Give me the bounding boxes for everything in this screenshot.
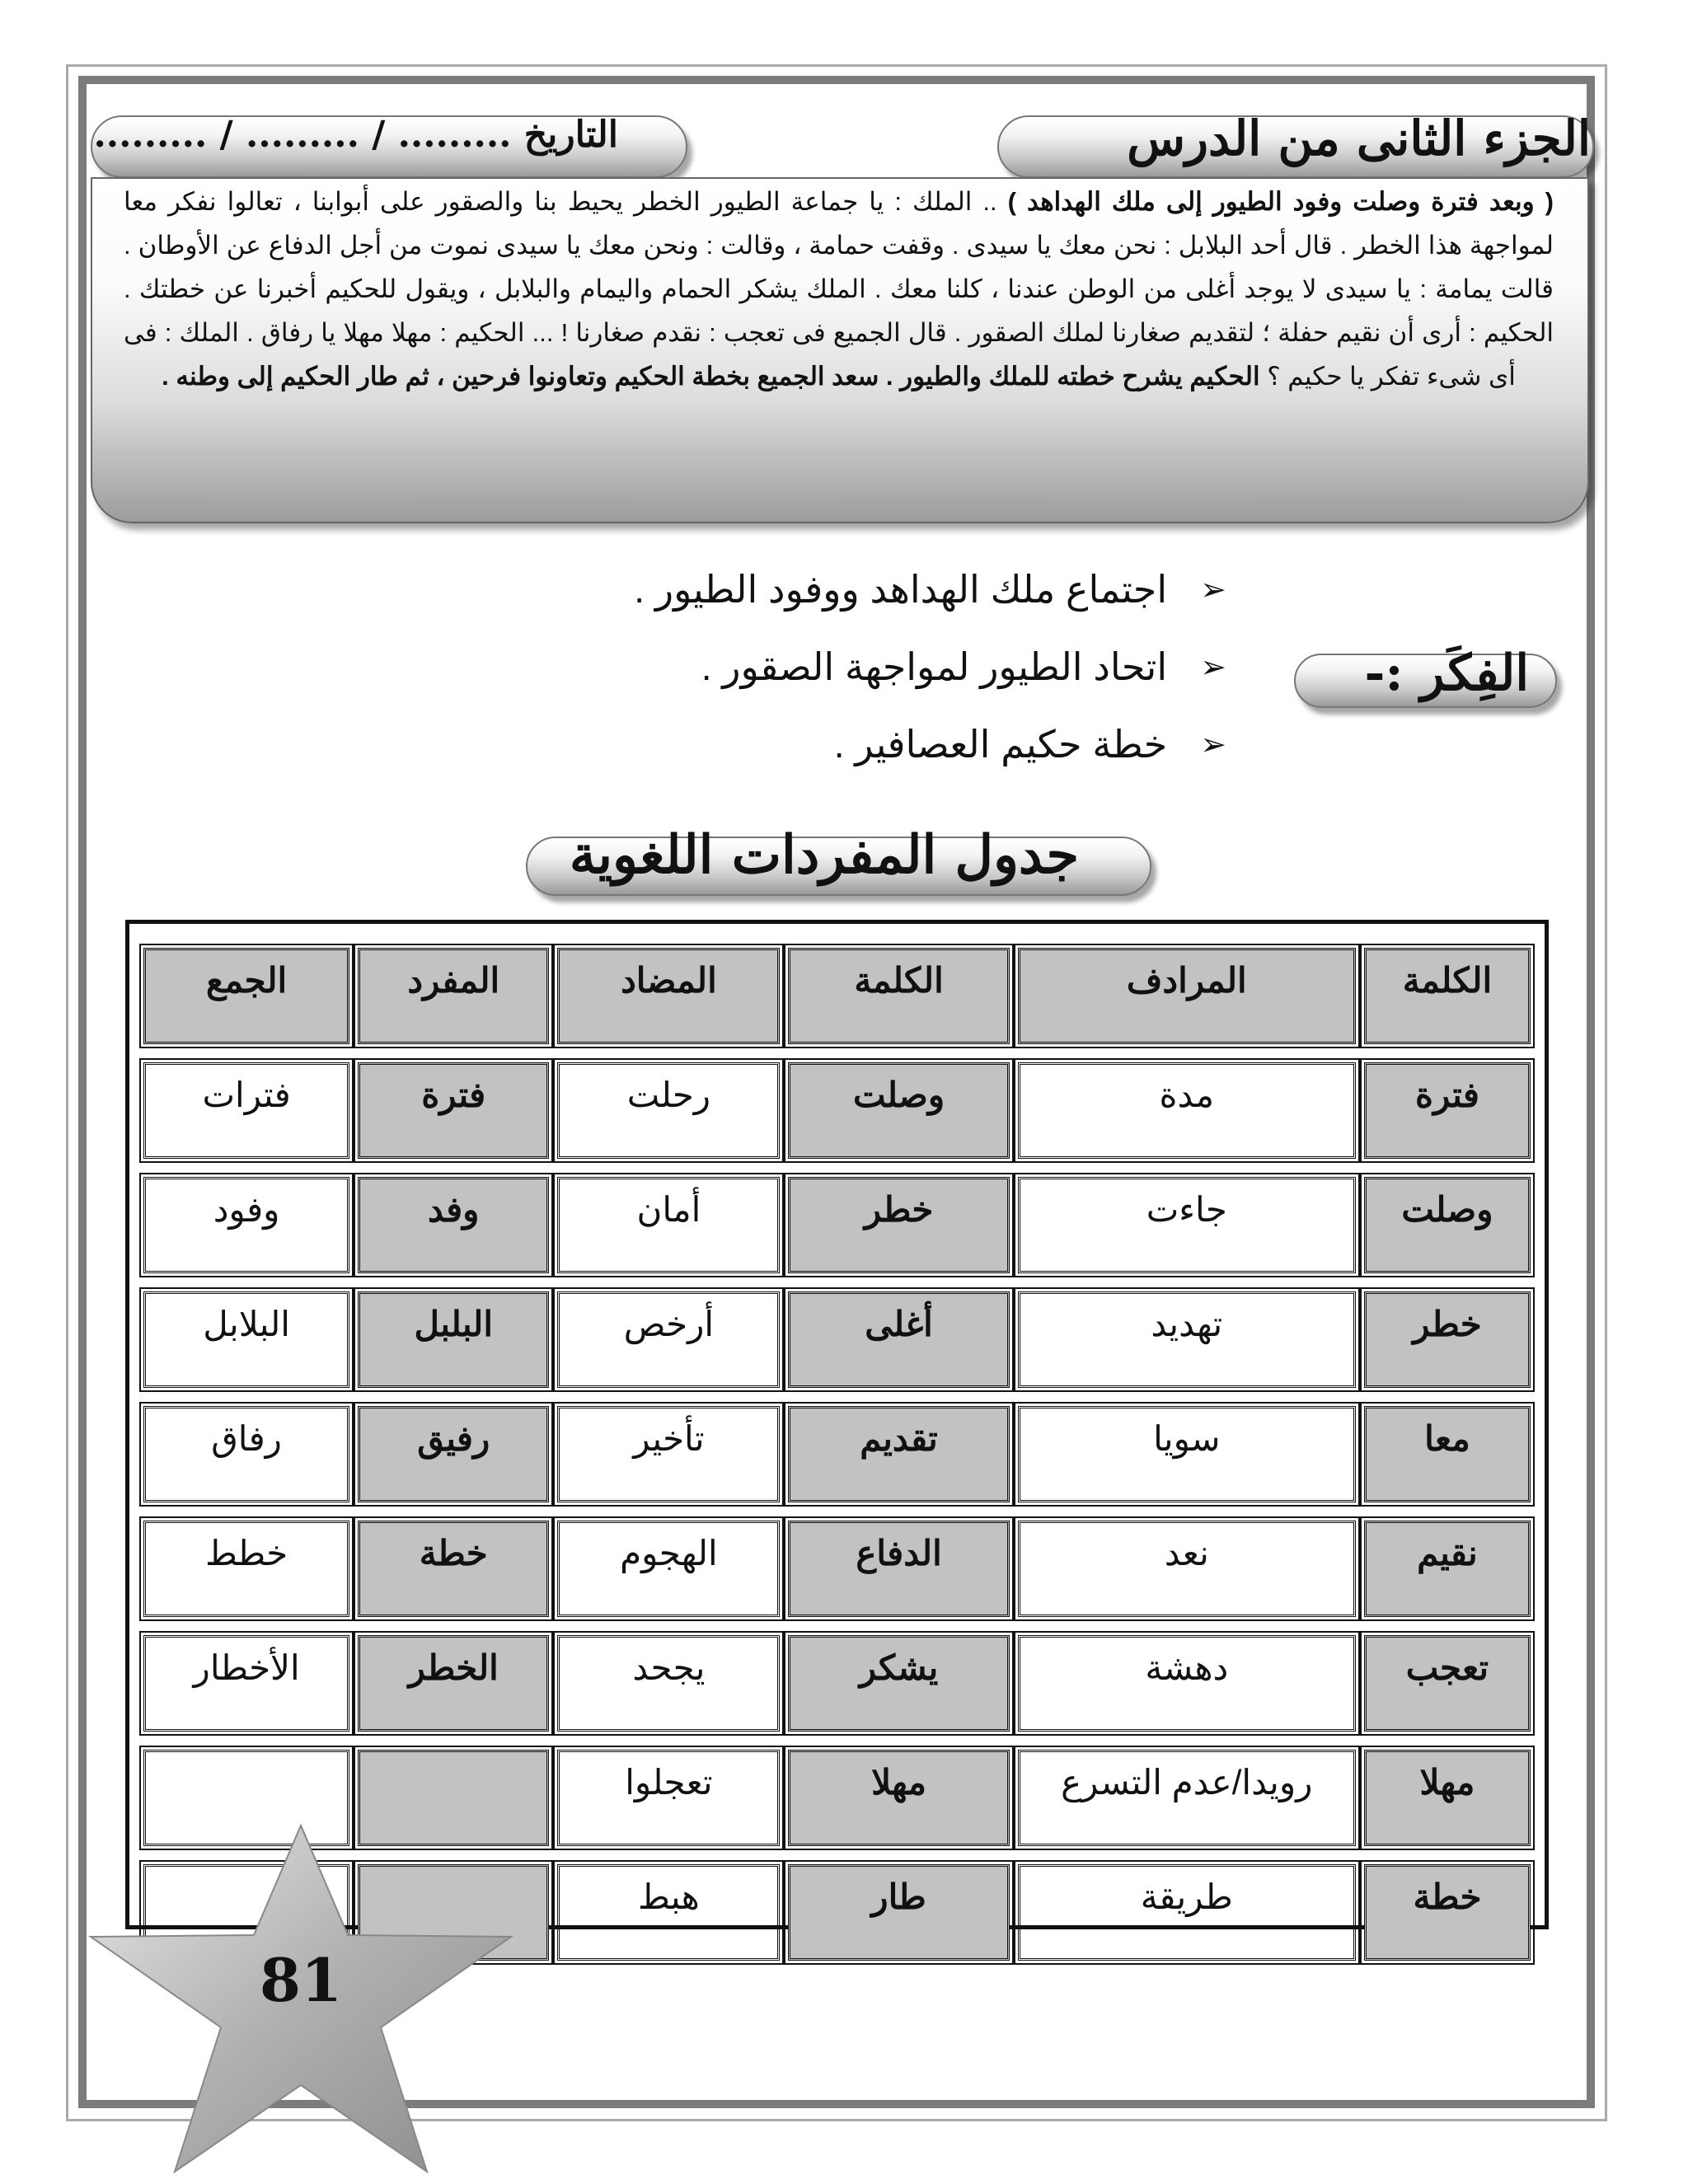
table-cell: وصلت — [1364, 1177, 1531, 1273]
table-row — [143, 1177, 1531, 1273]
table-cell: البلبل — [358, 1291, 549, 1388]
arrow-bullet-icon: ➢ — [1200, 727, 1226, 762]
idea-text: اتحاد الطيور لمواجهة الصقور . — [701, 645, 1168, 688]
table-cell: فترات — [143, 1062, 349, 1159]
table-row — [143, 1521, 1531, 1617]
table-cell: طريقة — [1018, 1864, 1356, 1961]
table-cell: وفود — [143, 1177, 349, 1273]
table-cell: البلابل — [143, 1291, 349, 1388]
idea-text: خطة حكيم العصافير . — [833, 723, 1168, 766]
table-cell: طار — [788, 1864, 1009, 1961]
vocab-title: جدول المفردات اللغوية — [569, 824, 1080, 886]
table-row — [143, 1406, 1531, 1502]
header-cell: المضاد — [557, 948, 780, 1044]
table-cell: خطة — [358, 1521, 549, 1617]
table-cell: معا — [1364, 1406, 1531, 1502]
header-cell: الكلمة — [788, 948, 1009, 1044]
table-cell: رويدا/عدم التسرع — [1018, 1750, 1356, 1846]
table-cell: نعد — [1018, 1521, 1356, 1617]
header-cell: المفرد — [358, 948, 549, 1044]
table-cell: مهلا — [1364, 1750, 1531, 1846]
table-cell: أمان — [557, 1177, 780, 1273]
ideas-label: الفِكَر :- — [1364, 644, 1529, 702]
table-cell: وفد — [358, 1177, 549, 1273]
ideas-list — [634, 551, 1226, 783]
table-cell: الهجوم — [557, 1521, 780, 1617]
lesson-title: الجزء الثانى من الدرس — [1127, 110, 1591, 166]
table-row — [143, 1635, 1531, 1732]
table-cell: رفاق — [143, 1406, 349, 1502]
table-cell: هبط — [557, 1864, 780, 1961]
table-cell: مهلا — [788, 1750, 1009, 1846]
idea-item — [634, 628, 1226, 705]
table-cell: فترة — [1364, 1062, 1531, 1159]
table-cell: سويا — [1018, 1406, 1356, 1502]
header-cell: الجمع — [143, 948, 349, 1044]
table-cell: خطة — [1364, 1864, 1531, 1961]
date-label: التاريخ ......... / ......... / ......... — [93, 114, 618, 156]
header-cell: المرادف — [1018, 948, 1356, 1044]
table-cell: خطر — [788, 1177, 1009, 1273]
table-cell: يجحد — [557, 1635, 780, 1732]
table-cell: تأخير — [557, 1406, 780, 1502]
table-cell: رحلت — [557, 1062, 780, 1159]
passage-body: .. الملك : يا جماعة الطيور الخطر يحيط بنا والصقور على أبوابنا ، تعالوا نفكر معا لمواجهة هذا الخطر . قال أحد البلابل : نحن معك يا سيدى . وقفت حمامة ، وقالت : ونحن معك يا سيدى نموت من أجل الدفاع عن الأوطان . قالت يمامة : يا سيدى لا يوجد أغلى من الوطن عندنا ، كلنا معك . الملك يشكر الحمام واليمام والبلابل ، ويقول للحكيم أخبرنا عن خطتك . الحكيم : أرى أن نقيم حفلة ؛ لتقديم صغارنا لملك الصقور . قال الجميع فى تعجب : نقدم صغارنا ! ... الحكيم : مهلا مهلا يا رفاق . الملك : فى أى شىء تفكر يا حكيم ؟ — [124, 187, 1554, 391]
idea-item — [634, 705, 1226, 783]
vocab-header-row — [143, 948, 1531, 1044]
table-cell: مدة — [1018, 1062, 1356, 1159]
table-cell: وصلت — [788, 1062, 1009, 1159]
passage-closing: الحكيم يشرح خطته للملك والطيور . سعد الجميع بخطة الحكيم وتعاونوا فرحين ، ثم طار الحكيم إلى وطنه . — [162, 362, 1260, 391]
table-cell: جاءت — [1018, 1177, 1356, 1273]
table-cell: تقديم — [788, 1406, 1009, 1502]
table-cell: دهشة — [1018, 1635, 1356, 1732]
table-cell: فترة — [358, 1062, 549, 1159]
table-cell: الأخطار — [143, 1635, 349, 1732]
table-cell: الخطر — [358, 1635, 549, 1732]
table-cell: خطر — [1364, 1291, 1531, 1388]
table-cell: أغلى — [788, 1291, 1009, 1388]
vocab-table-body — [143, 948, 1531, 1961]
table-cell: تعجلوا — [557, 1750, 780, 1846]
table-cell: أرخص — [557, 1291, 780, 1388]
table-row — [143, 1062, 1531, 1159]
table-cell: الدفاع — [788, 1521, 1009, 1617]
table-row — [143, 1291, 1531, 1388]
arrow-bullet-icon: ➢ — [1200, 572, 1226, 607]
page-number: 81 — [259, 1945, 343, 2015]
table-cell: نقيم — [1364, 1521, 1531, 1617]
table-cell: تهديد — [1018, 1291, 1356, 1388]
header-cell: الكلمة — [1364, 948, 1531, 1044]
arrow-bullet-icon: ➢ — [1200, 649, 1226, 685]
table-cell: رفيق — [358, 1406, 549, 1502]
table-cell: خطط — [143, 1521, 349, 1617]
passage-opening: ( وبعد فترة وصلت وفود الطيور إلى ملك الهداهد ) — [1007, 187, 1554, 216]
idea-item — [634, 551, 1226, 628]
table-cell: تعجب — [1364, 1635, 1531, 1732]
passage-text — [124, 180, 1554, 398]
idea-text: اجتماع ملك الهداهد ووفود الطيور . — [634, 568, 1168, 611]
table-cell: يشكر — [788, 1635, 1009, 1732]
